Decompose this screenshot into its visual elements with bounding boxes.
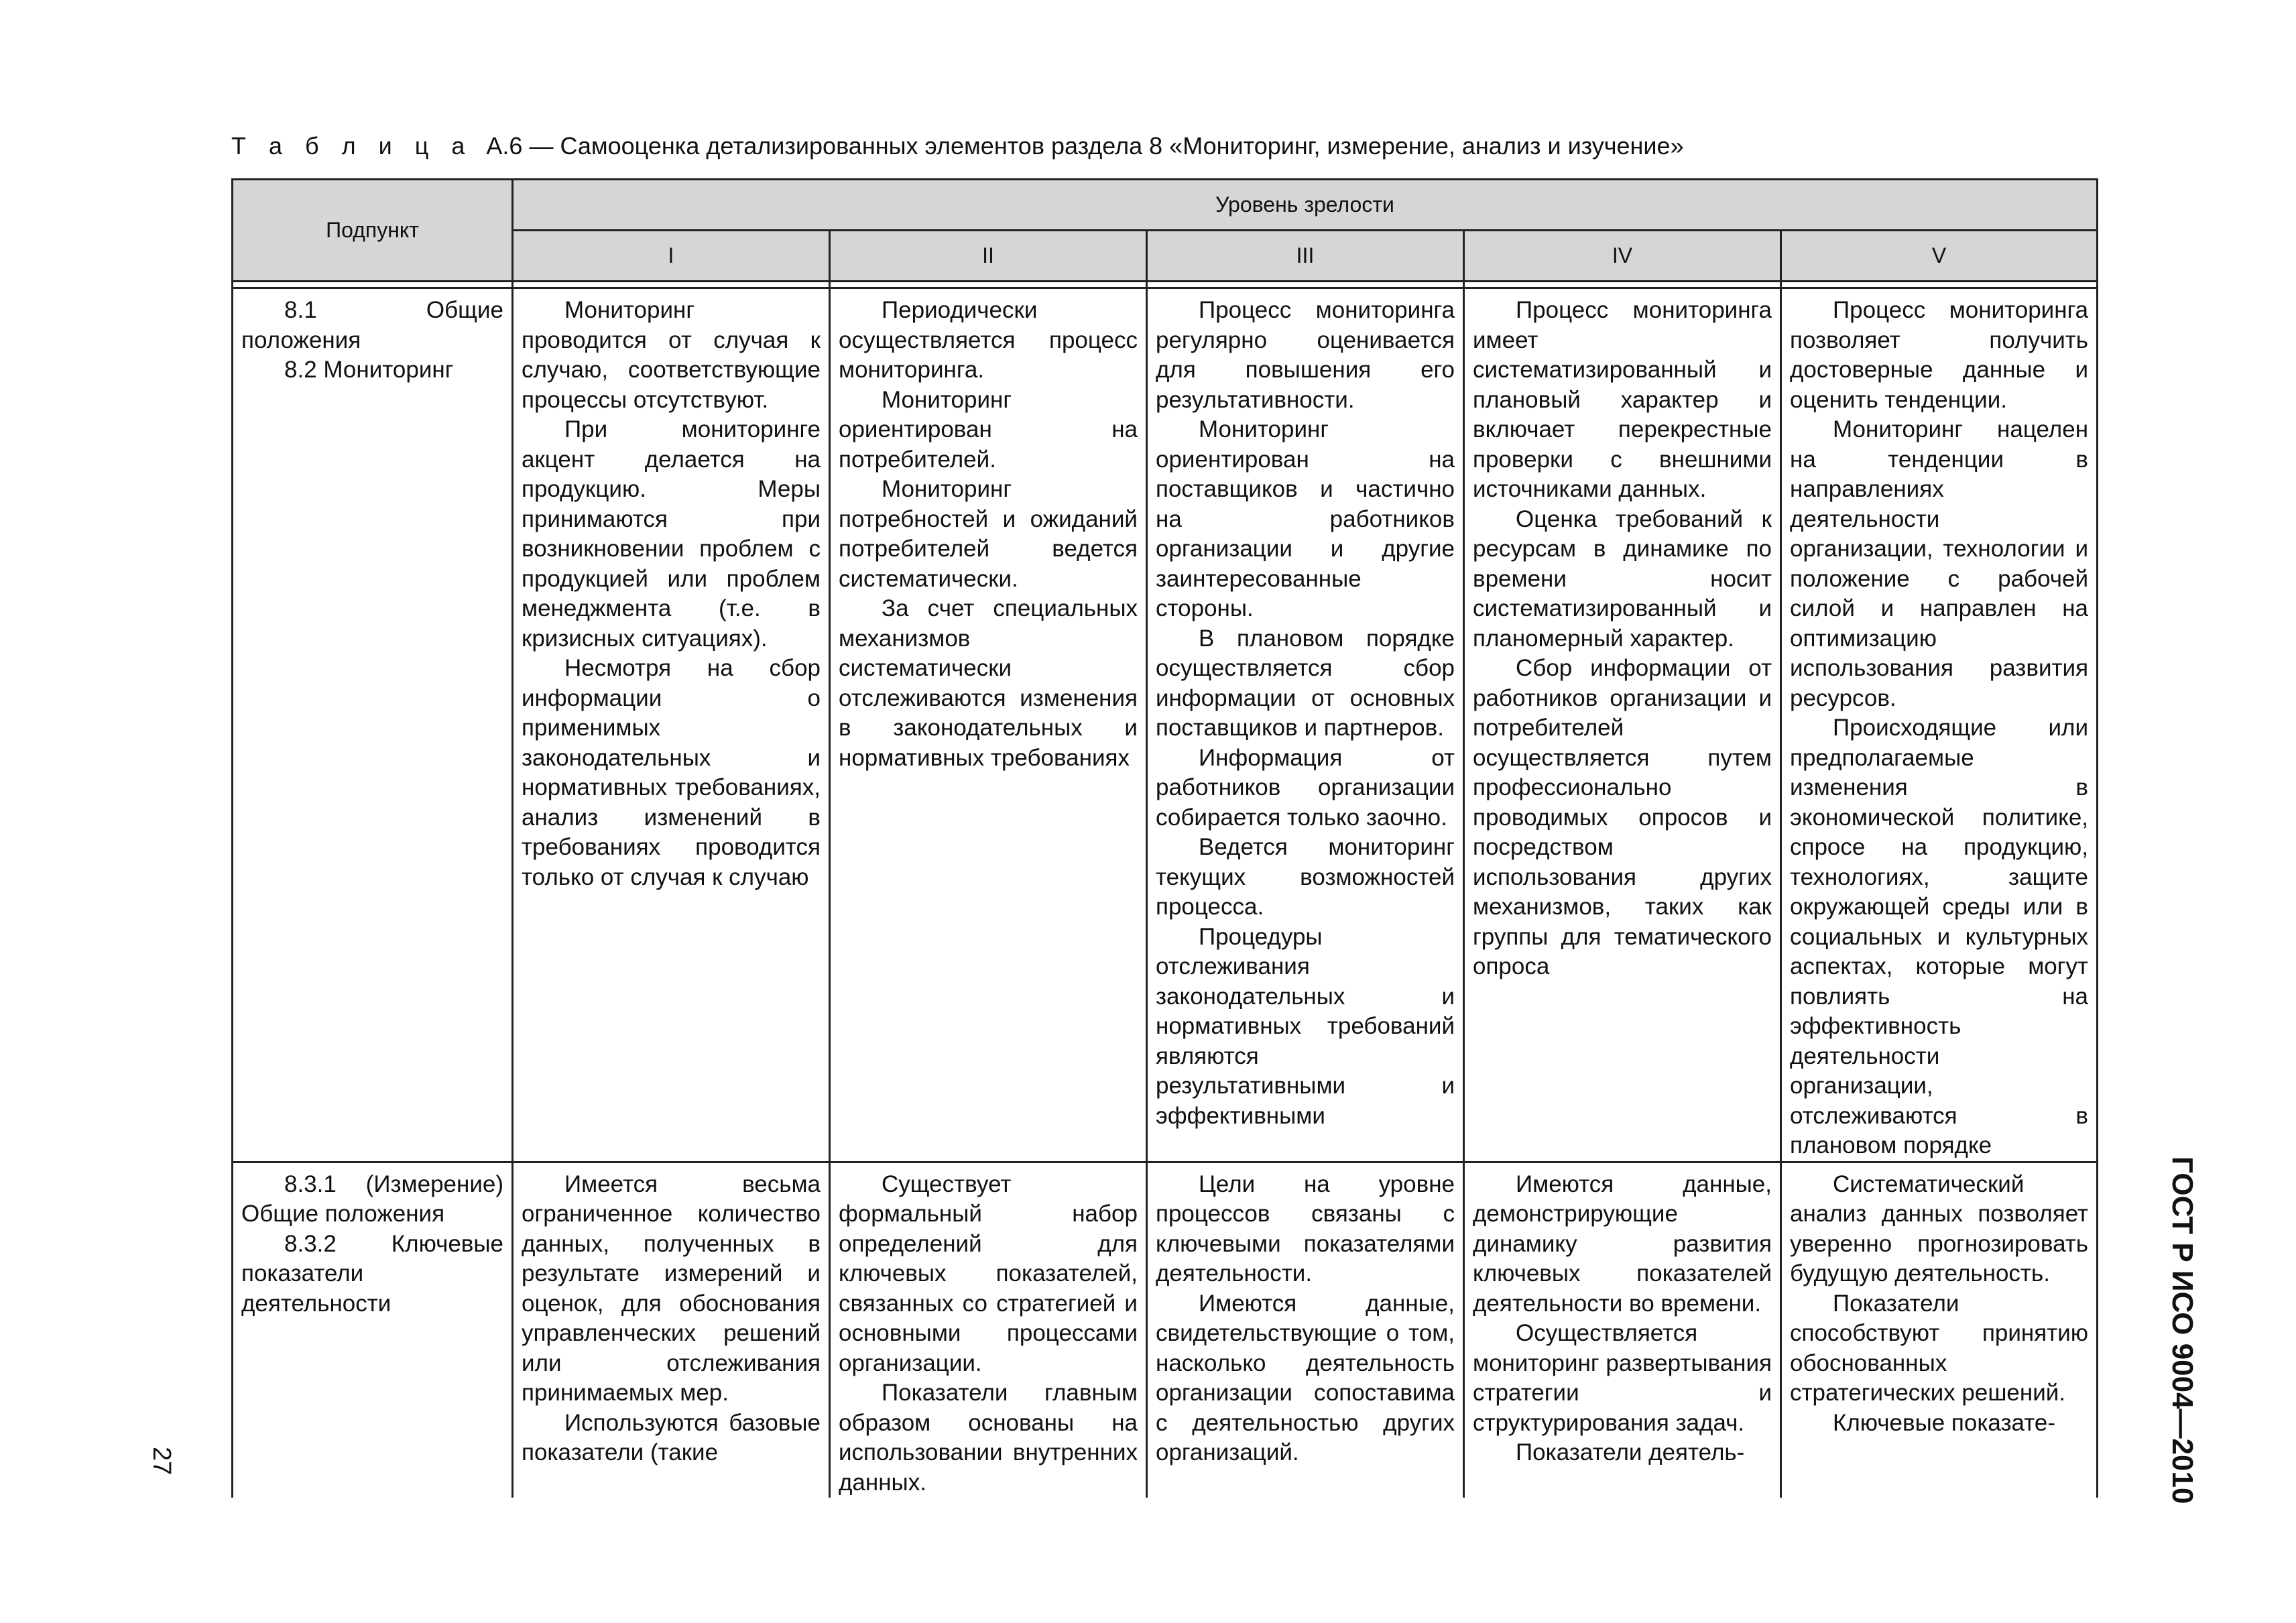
cell-paragraph: Имеются данные, свидетельствующие о том, насколько деятельность организации сопоставима с деятельностью других организаций.: [1156, 1290, 1455, 1465]
subclause-line: 8.2 Мониторинг: [284, 357, 454, 383]
header-level-2: II: [830, 231, 1147, 282]
level-4-cell: [1464, 1162, 1781, 1498]
level-5-cell: [1781, 1162, 2098, 1498]
level-3-cell: [1147, 1162, 1464, 1498]
cell-paragraph: Процесс мониторинга регулярно оценивается для повышения его результативности.: [1156, 297, 1455, 413]
cell-paragraph: Ведется мониторинг текущих возможностей процесса.: [1156, 834, 1455, 920]
cell-paragraph: Имеются данные, демонстрирующие динамику развития ключевых показателей деятельности во времени.: [1473, 1170, 1772, 1317]
cell-paragraph: Ключевые показате-: [1833, 1409, 2056, 1436]
cell-paragraph: Мониторинг нацелен на тенденции в направлениях деятельности организации, технологии и положение с рабочей силой и направлен на оптимизацию использования развития ресурсов.: [1790, 416, 2089, 711]
standard-id: ГОСТ Р ИСО 9004—2010: [2166, 1156, 2199, 1504]
header-maturity-level: Уровень зрелости: [513, 180, 2098, 231]
header-level-4: IV: [1464, 231, 1781, 282]
cell-paragraph: Процедуры отслеживания законодательных и нормативных требований являются результативными и эффективными: [1156, 923, 1455, 1129]
subclause-line: 8.1 Общие положения: [241, 297, 503, 353]
cell-paragraph: Систематический анализ данных позволяет уверенно прогнозировать будущую деятельность.: [1790, 1170, 2089, 1286]
cell-paragraph: Несмотря на сбор информации о применимых законодательных и нормативных требованиях, анализ изменений в требованиях проводится только от случая к случаю: [522, 655, 821, 890]
subclause-cell: [233, 1162, 513, 1498]
cell-paragraph: Происходящие или предполагаемые изменения в экономической политике, спросе на продукцию, технологиях, защите окружающей среды или в социальных и культурных аспектах, которые могут повлиять на эффективность деятельности организации, отслеживаются в плановом порядке: [1790, 715, 2089, 1158]
cell-paragraph: Информация от работников организации собирается только заочно.: [1156, 744, 1455, 831]
table-row: [233, 288, 2098, 1162]
cell-paragraph: Показатели способствуют принятию обоснованных стратегических решений.: [1790, 1290, 2089, 1406]
table-row: [233, 1162, 2098, 1498]
level-1-cell: [513, 288, 830, 1162]
cell-paragraph: Имеется весьма ограниченное количество данных, полученных в результате измерений и оценок, для обоснования управленческих решений или отслеживания принимаемых мер.: [522, 1170, 821, 1406]
cell-paragraph: Периодически осуществляется процесс мониторинга.: [839, 297, 1138, 383]
cell-paragraph: Цели на уровне процессов связаны с ключевыми показателями деятельности.: [1156, 1170, 1455, 1286]
caption-prefix: Т а б л и ц а: [231, 132, 473, 160]
level-4-cell: [1464, 288, 1781, 1162]
header-level-3: III: [1147, 231, 1464, 282]
caption-text: А.6 — Самооценка детализированных элементов раздела 8 «Мониторинг, измерение, анализ и изучение»: [486, 132, 1684, 160]
header-level-1: I: [513, 231, 830, 282]
cell-paragraph: Мониторинг ориентирован на поставщиков и частично на работников организации и другие заинтересованные стороны.: [1156, 416, 1455, 621]
cell-paragraph: Оценка требований к ресурсам в динамике по времени носит систематизированный и планомерный характер.: [1473, 505, 1772, 652]
level-2-cell: [830, 288, 1147, 1162]
cell-paragraph: Сбор информации от работников организации и потребителей осуществляется путем профессионально проводимых опросов и посредством использования других механизмов, таких как группы для тематического опроса: [1473, 655, 1772, 979]
cell-paragraph: Осуществляется мониторинг развертывания стратегии и структурирования задач.: [1473, 1320, 1772, 1436]
header-subclause: Подпункт: [233, 180, 513, 282]
header-separator: [233, 282, 2098, 288]
cell-paragraph: Существует формальный набор определений для ключевых показателей, связанных со стратегией и основными процессами организации.: [839, 1170, 1138, 1376]
cell-paragraph: В плановом порядке осуществляется сбор информации от основных поставщиков и партнеров.: [1156, 625, 1455, 741]
cell-paragraph: Мониторинг ориентирован на потребителей.: [839, 386, 1138, 473]
level-2-cell: [830, 1162, 1147, 1498]
cell-paragraph: Показатели деятель-: [1516, 1439, 1745, 1465]
cell-paragraph: Процесс мониторинга позволяет получить достоверные данные и оценить тенденции.: [1790, 297, 2089, 413]
cell-paragraph: Процесс мониторинга имеет систематизированный и плановый характер и включает перекрестные проверки с внешними источниками данных.: [1473, 297, 1772, 502]
subclause-line: 8.3.2 Ключевые показатели деятельности: [241, 1230, 503, 1317]
maturity-table: [231, 178, 2098, 1498]
table-caption: [231, 131, 1684, 161]
level-1-cell: [513, 1162, 830, 1498]
cell-paragraph: Мониторинг потребностей и ожиданий потребителей ведется систематически.: [839, 476, 1138, 592]
subclause-cell: [233, 288, 513, 1162]
cell-paragraph: Мониторинг проводится от случая к случаю, соответствующие процессы отсутствуют.: [522, 297, 821, 413]
page-number: 27: [147, 1447, 176, 1476]
level-5-cell: [1781, 288, 2098, 1162]
cell-paragraph: При мониторинге акцент делается на продукцию. Меры принимаются при возникновении проблем с продукцией или проблем менеджмента (т.е. в кризисных ситуациях).: [522, 416, 821, 652]
cell-paragraph: Используются базовые показатели (такие: [522, 1409, 821, 1465]
subclause-line: 8.3.1 (Измерение) Общие положения: [241, 1170, 503, 1227]
cell-paragraph: За счет специальных механизмов систематически отслеживаются изменения в законодательных и нормативных требованиях: [839, 595, 1138, 771]
header-level-5: V: [1781, 231, 2098, 282]
level-3-cell: [1147, 288, 1464, 1162]
cell-paragraph: Показатели главным образом основаны на использовании внутренних данных.: [839, 1380, 1138, 1496]
